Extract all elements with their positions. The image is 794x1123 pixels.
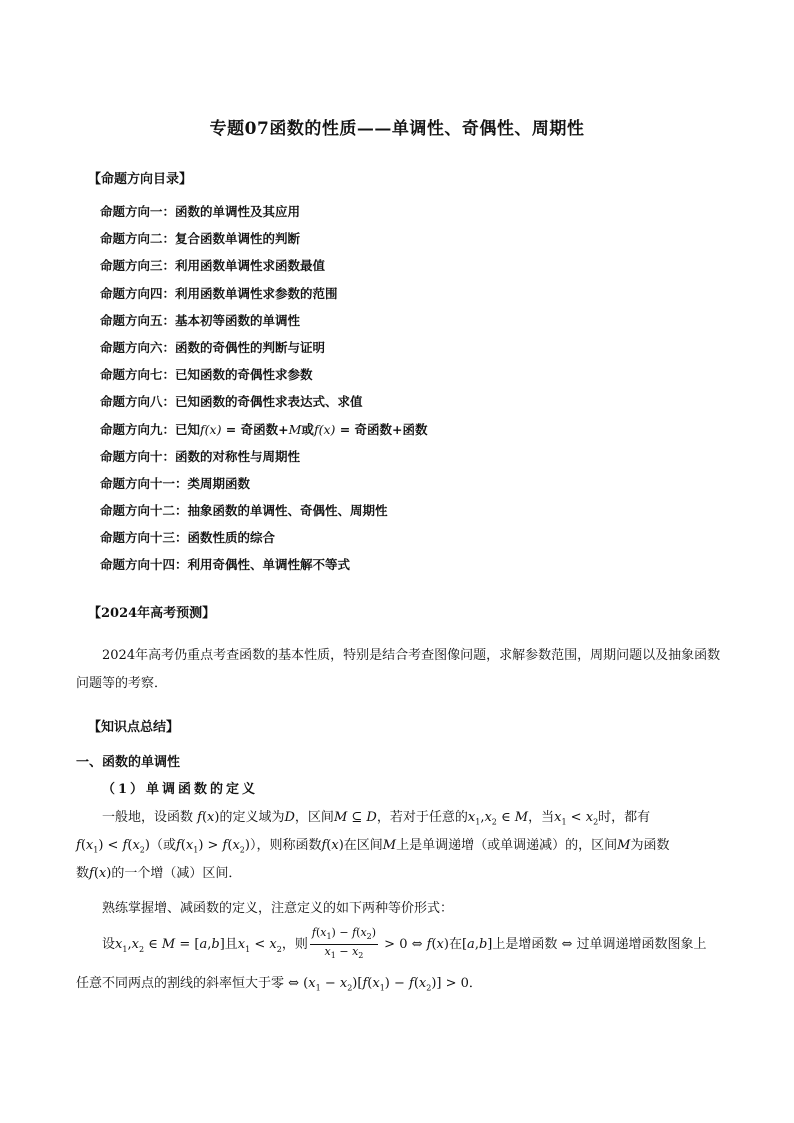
definition-line-1: 一般地，设函数 f(x)的定义域为D，区间M ⊆ D，若对于任意的$x_1,x_2$ ∈ M，当$x_1 < x_2$时，都有 bbox=[102, 810, 651, 827]
direction-item: 命题方向十四：利用奇偶性、单调性解不等式 bbox=[100, 557, 351, 573]
text: 设 bbox=[102, 937, 116, 953]
text: 一般地，设函数 bbox=[102, 810, 194, 825]
direction-item-9 bbox=[100, 420, 428, 447]
equivalent-form-line-1: 设$x_1,x_2$ ∈ M = [a,b]且$x_1 < x_2$，则 $\frac{f(x_1) - f(x_2)}{x_1 - x_2}$ > 0 ⇔ f(x)在[a,b]上是增函数 ⇔ 过单调递增函数图象上 bbox=[102, 926, 707, 963]
definition-line-3: 数f(x)的一个增（减）区间． bbox=[76, 866, 242, 881]
text: 时，都有 bbox=[598, 810, 651, 825]
direction-item: 命题方向八：已知函数的奇偶性求表达式、求值 bbox=[100, 394, 363, 410]
text: （或 bbox=[149, 838, 176, 853]
math-fx: f(x) bbox=[313, 421, 336, 437]
text: 在 bbox=[448, 937, 462, 953]
text: 的定义域为 bbox=[219, 810, 285, 825]
difference-quotient: $\frac{f(x_1) - f(x_2)}{x_1 - x_2}$ bbox=[311, 926, 377, 961]
direction-9-mid1: = 奇函数+ bbox=[221, 421, 289, 437]
equivalent-forms-intro: 熟练掌握增、减函数的定义，注意定义的如下两种等价形式： bbox=[102, 901, 454, 916]
direction-item: 命题方向二：复合函数单调性的判断 bbox=[100, 231, 301, 247]
direction-item: 命题方向五：基本初等函数的单调性 bbox=[100, 312, 301, 328]
math-M: M bbox=[288, 421, 302, 437]
direction-item: 命题方向六：函数的奇偶性的判断与证明 bbox=[100, 339, 326, 355]
direction-item: 命题方向一：函数的单调性及其应用 bbox=[100, 204, 301, 219]
text: 且 bbox=[224, 937, 238, 953]
math: D bbox=[284, 810, 295, 825]
page-title: 专题07函数的性质——单调性、奇偶性、周期性 bbox=[209, 119, 585, 139]
direction-9-tail: = 奇函数+函数 bbox=[335, 421, 428, 437]
text: ，当 bbox=[528, 810, 555, 825]
text: 的一个增（减）区间． bbox=[111, 866, 242, 881]
text: ． bbox=[468, 976, 482, 991]
forecast-paragraph: 2024年高考仍重点考查函数的基本性质，特别是结合考查图像问题，求解参数范围，周期问题以及抽象函数问题等的考察． bbox=[76, 648, 721, 691]
text: ，若对于任意的 bbox=[376, 810, 468, 825]
equivalent-form-line-2: 任意不同两点的割线的斜率恒大于零 ⇔ $(x_1 - x_2)[f(x_1) - f(x_2)] > 0$． bbox=[76, 976, 482, 993]
direction-9-mid2: 或 bbox=[301, 421, 314, 437]
text: 为函数 bbox=[630, 838, 670, 853]
text: 任意不同两点的割线的斜率恒大于零 bbox=[76, 976, 285, 991]
definition-line-2: $f(x_1) < f(x_2)$（或$f(x_1) > f(x_2)$），则称函数f(x)在区间M上是单调递增（或单调递减）的，区间M为函数 bbox=[76, 838, 670, 855]
text: 上是单调递增（或单调递减）的，区间 bbox=[396, 838, 618, 853]
math: f bbox=[197, 810, 202, 825]
text: ，则 bbox=[281, 937, 308, 953]
subsection-heading: （1）单调函数的定义 bbox=[102, 782, 259, 797]
direction-item: 命题方向四：利用函数单调性求参数的范围 bbox=[100, 285, 338, 301]
text: 上是增函数 bbox=[492, 937, 558, 953]
text: 过单调递增函数图象上 bbox=[576, 937, 707, 953]
direction-item: 命题方向七：已知函数的奇偶性求参数 bbox=[100, 367, 313, 383]
direction-item: 命题方向三：利用函数单调性求函数最值 bbox=[100, 258, 326, 274]
text: ），则称函数 bbox=[249, 838, 322, 853]
direction-item: 命题方向十一：类周期函数 bbox=[100, 475, 251, 491]
knowledge-heading: 【知识点总结】 bbox=[88, 720, 180, 735]
math-fx: f(x) bbox=[200, 421, 222, 437]
section-heading: 一、函数的单调性 bbox=[76, 755, 181, 770]
direction-9-prefix: 命题方向九：已知 bbox=[100, 421, 201, 437]
directory-heading: 【命题方向目录】 bbox=[88, 172, 193, 187]
text: 在区间 bbox=[343, 838, 383, 853]
text: ，区间 bbox=[294, 810, 334, 825]
direction-item: 命题方向十二：抽象函数的单调性、奇偶性、周期性 bbox=[100, 503, 388, 519]
direction-item: 命题方向十：函数的对称性与周期性 bbox=[100, 448, 301, 464]
direction-item: 命题方向十三：函数性质的综合 bbox=[100, 530, 276, 546]
forecast-heading: 【2024年高考预测】 bbox=[88, 606, 216, 621]
direction-list bbox=[100, 202, 428, 583]
